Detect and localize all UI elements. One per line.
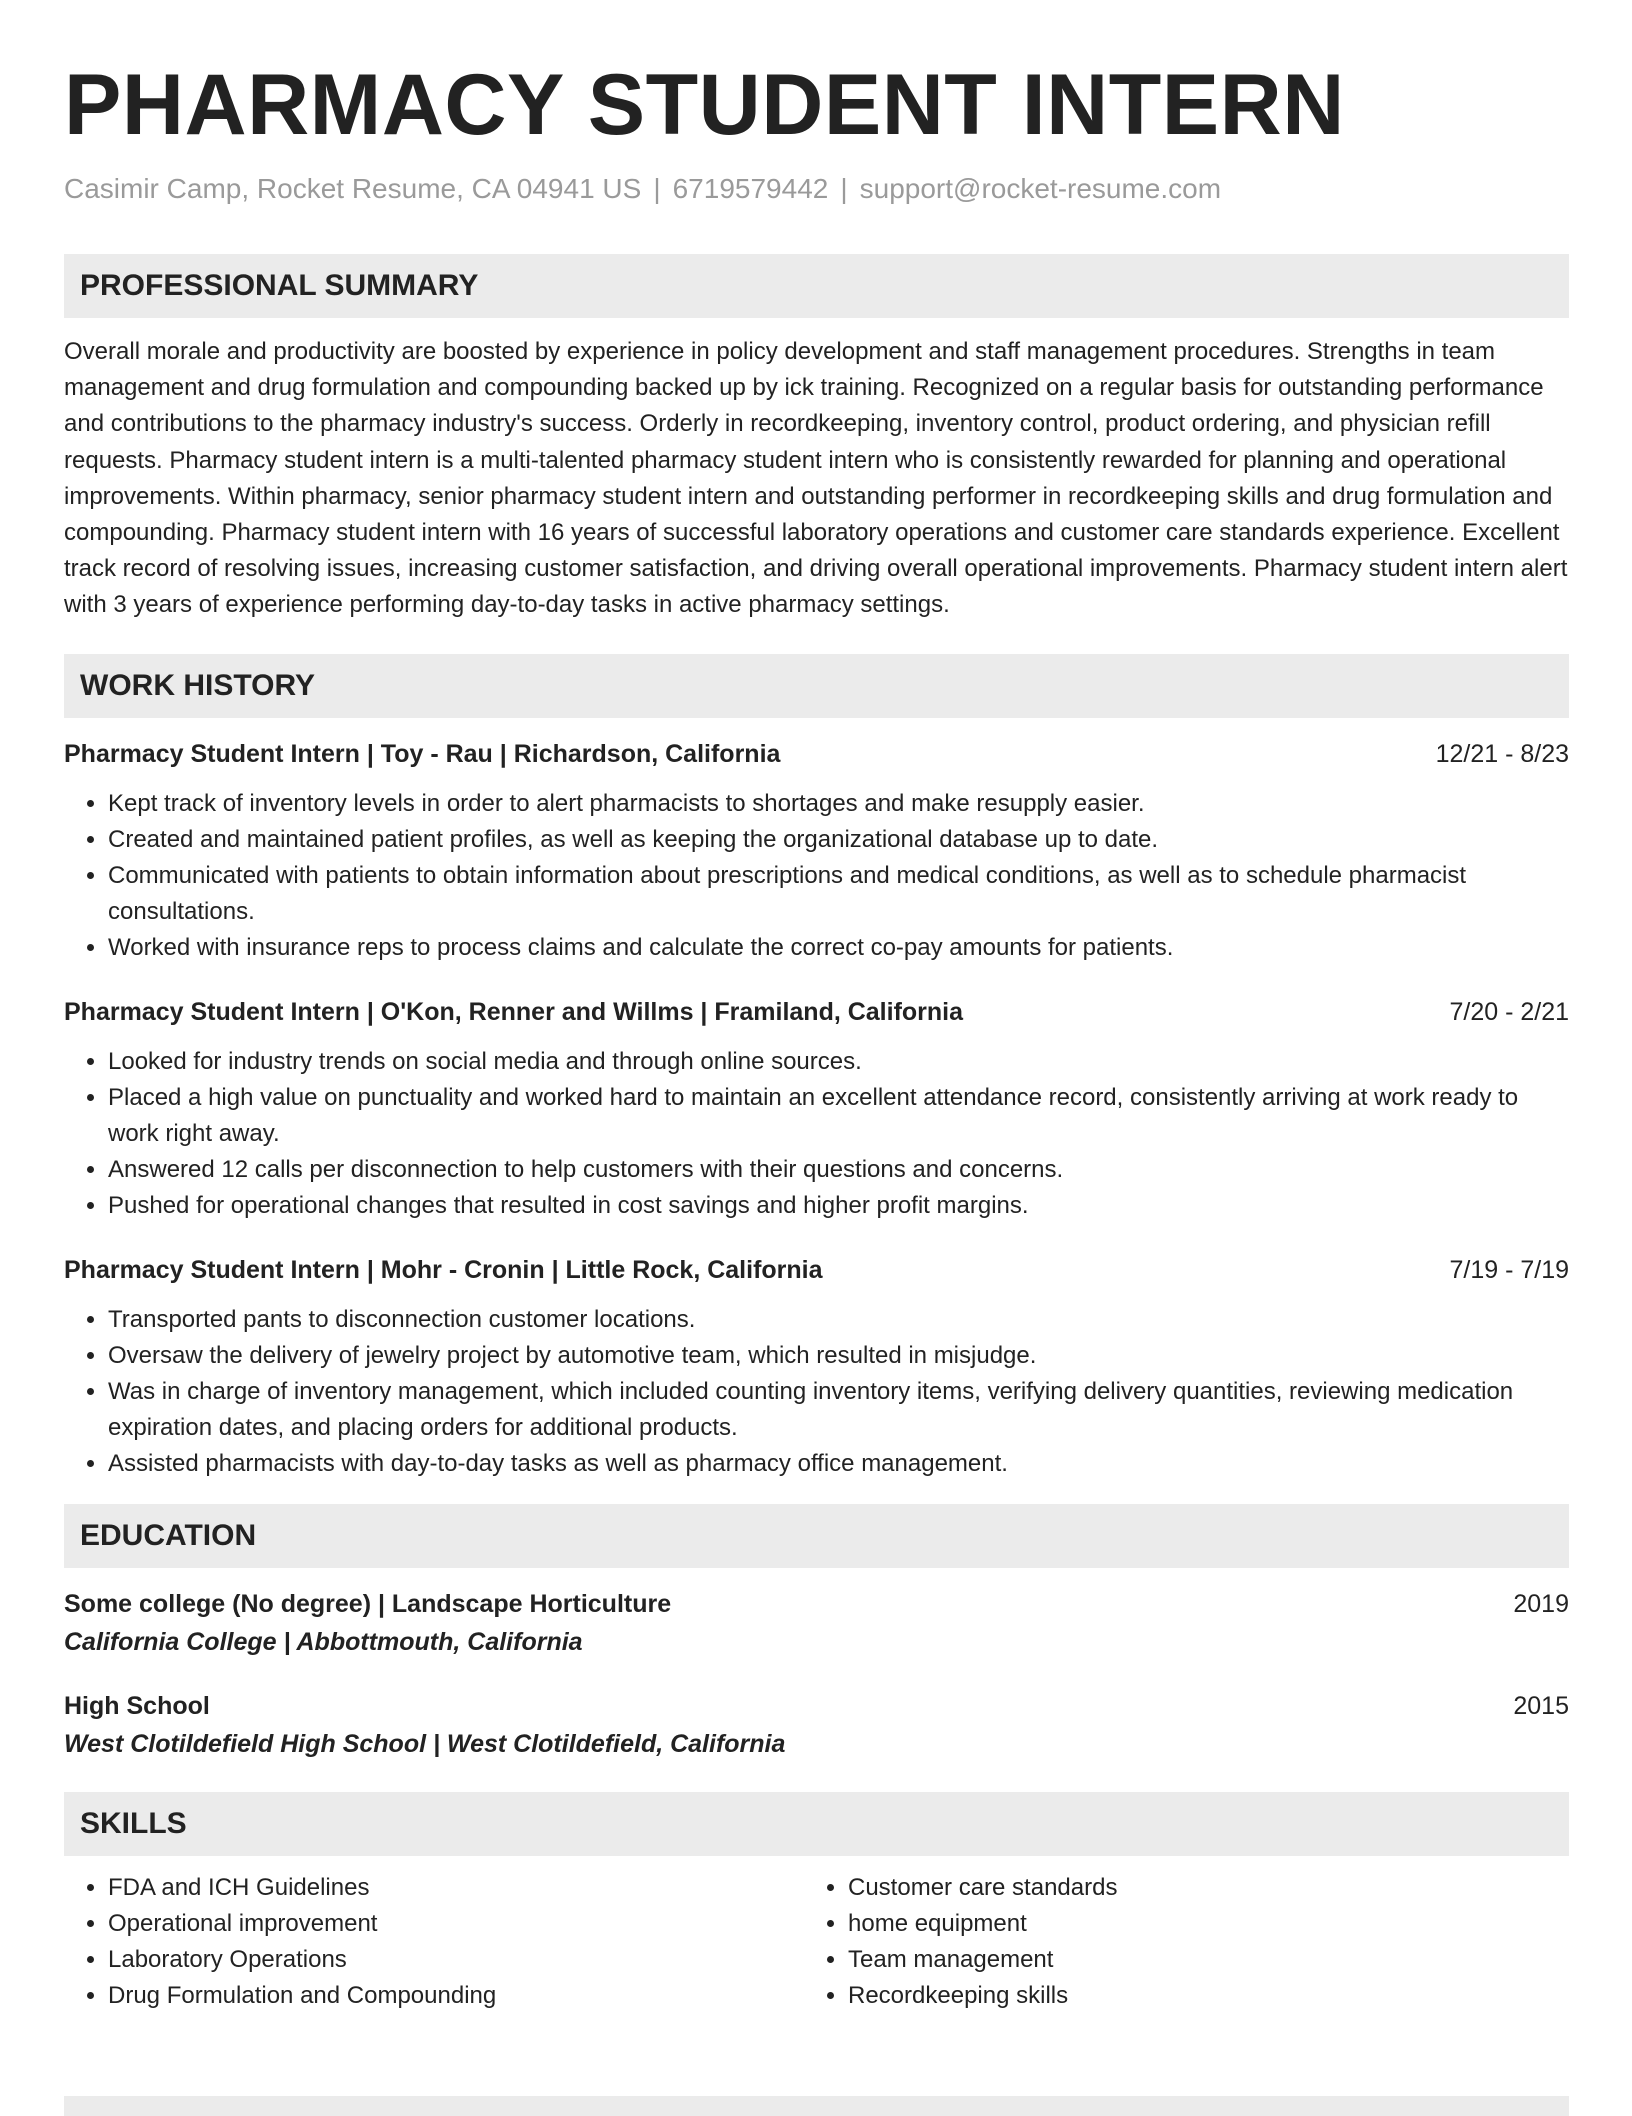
job-bullet: • Oversaw the delivery of jewelry project by automotive team, which resulted in misjudge. [108, 1338, 1569, 1374]
contact-phone: 6719579442 [672, 173, 829, 204]
job-entry [64, 736, 1569, 966]
job-dates: 7/19 - 7/19 [1449, 1255, 1569, 1284]
section-heading-work-history: WORK HISTORY [64, 654, 1569, 718]
job-bullet: • Placed a high value on punctuality and worked hard to maintain an excellent attendance record, consistently arriving at work ready to work right away. [108, 1080, 1569, 1152]
job-bullets [64, 1044, 1569, 1224]
job-title: Pharmacy Student Intern | Toy - Rau | Richardson, California [64, 739, 781, 768]
job-dates: 12/21 - 8/23 [1435, 739, 1569, 768]
skill-item: • Operational improvement [108, 1906, 804, 1942]
education-year: 2019 [1513, 1589, 1569, 1618]
summary-text: Overall morale and productivity are boosted by experience in policy development and staff management procedures. Strengths in team management and drug formulation and compounding backed up by ick training. Recognized on a regular basis for outstanding performance and contributions to the pharmacy industry's success. Orderly in recordkeeping, inventory control, product ordering, and physician refill requests. Pharmacy student intern is a multi-talented pharmacy student intern who is consistently rewarded for planning and operational improvements. Within pharmacy, senior pharmacy student intern and outstanding performer in recordkeeping skills and drug formulation and compounding. Pharmacy student intern with 16 years of successful laboratory operations and customer care standards experience. Excellent track record of resolving issues, increasing customer satisfaction, and driving overall operational improvements. Pharmacy student intern alert with 3 years of experience performing day-to-day tasks in active pharmacy settings. [64, 338, 1568, 619]
job-bullet: • Looked for industry trends on social media and through online sources. [108, 1044, 1569, 1080]
job-bullet: • Kept track of inventory levels in order to alert pharmacists to shortages and make resupply easier. [108, 786, 1569, 822]
job-bullet: • Worked with insurance reps to process claims and calculate the correct co-pay amounts for patients. [108, 930, 1569, 966]
resume-name: PHARMACY STUDENT INTERN [64, 57, 1345, 153]
education-entry [64, 1586, 1569, 1662]
education-school: California College | Abbottmouth, California [64, 1627, 583, 1656]
skills-grid [64, 1870, 1569, 2014]
skill-item: • Laboratory Operations [108, 1942, 804, 1978]
job-bullet: • Assisted pharmacists with day-to-day tasks as well as pharmacy office management. [108, 1446, 1569, 1482]
job-bullet: • Answered 12 calls per disconnection to help customers with their questions and concerns. [108, 1152, 1569, 1188]
job-header [64, 994, 1569, 1030]
job-title: Pharmacy Student Intern | O'Kon, Renner and Willms | Framiland, California [64, 997, 964, 1026]
education-entry [64, 1688, 1569, 1764]
contact-line [64, 171, 1569, 207]
job-title: Pharmacy Student Intern | Mohr - Cronin | Little Rock, California [64, 1255, 823, 1284]
job-header [64, 736, 1569, 772]
education-title: Some college (No degree) | Landscape Horticulture [64, 1589, 672, 1618]
job-bullet: • Pushed for operational changes that resulted in cost savings and higher profit margins. [108, 1188, 1569, 1224]
job-bullet: • Transported pants to disconnection customer locations. [108, 1302, 1569, 1338]
education-header [64, 1586, 1569, 1622]
skill-item: • home equipment [848, 1906, 1544, 1942]
skills-column-right [804, 1870, 1544, 2014]
education-year: 2015 [1513, 1691, 1569, 1720]
job-header [64, 1252, 1569, 1288]
contact-separator: | [840, 173, 848, 204]
job-bullets [64, 786, 1569, 966]
skills-column-left [64, 1870, 804, 2014]
next-section-heading-bar [64, 2096, 1569, 2116]
job-bullet: • Created and maintained patient profiles, as well as keeping the organizational database up to date. [108, 822, 1569, 858]
skill-item: • Drug Formulation and Compounding [108, 1978, 804, 2014]
education-title: High School [64, 1691, 210, 1720]
job-entry [64, 994, 1569, 1224]
skill-item: • FDA and ICH Guidelines [108, 1870, 804, 1906]
skill-item: • Customer care standards [848, 1870, 1544, 1906]
job-bullet: • Communicated with patients to obtain information about prescriptions and medical conditions, as well as to schedule pharmacist consultations. [108, 858, 1569, 930]
contact-separator: | [653, 173, 661, 204]
section-heading-education: EDUCATION [64, 1504, 1569, 1568]
job-bullets [64, 1302, 1569, 1482]
job-entry [64, 1252, 1569, 1482]
resume-content [64, 55, 1569, 2014]
job-dates: 7/20 - 2/21 [1449, 997, 1569, 1026]
section-heading-skills: SKILLS [64, 1792, 1569, 1856]
section-heading-summary: PROFESSIONAL SUMMARY [64, 254, 1569, 318]
contact-email: support@rocket-resume.com [859, 173, 1222, 204]
contact-address: Casimir Camp, Rocket Resume, CA 04941 US [64, 173, 642, 204]
education-school: West Clotildefield High School | West Clotildefield, California [64, 1729, 786, 1758]
skill-item: • Recordkeeping skills [848, 1978, 1544, 2014]
job-bullet: • Was in charge of inventory management, which included counting inventory items, verifying delivery quantities, reviewing medication expiration dates, and placing orders for additional products. [108, 1374, 1569, 1446]
skill-item: • Team management [848, 1942, 1544, 1978]
education-header [64, 1688, 1569, 1724]
